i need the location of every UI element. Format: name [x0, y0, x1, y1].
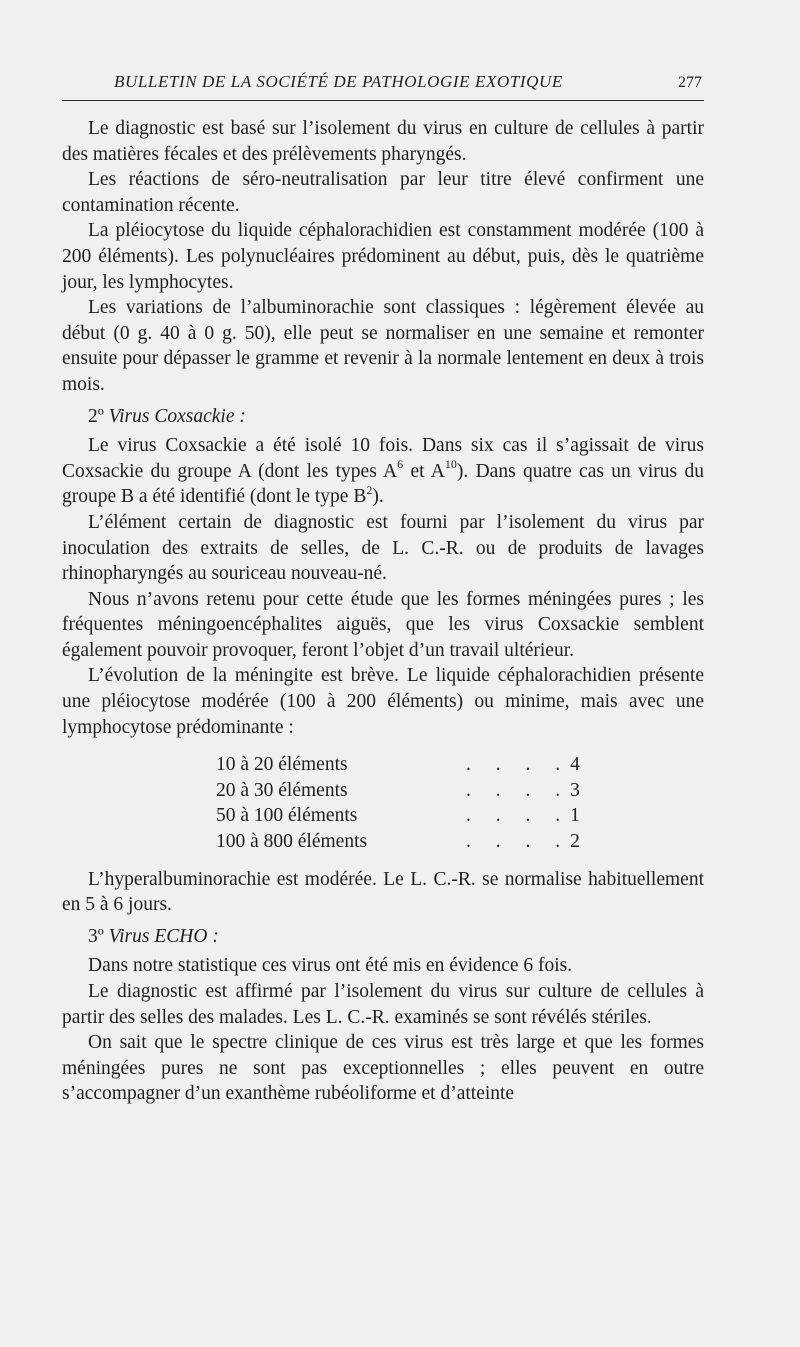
table-row: [62, 829, 704, 855]
table-cell-range: 20 à 30 éléments: [216, 779, 348, 801]
table-cell-count: 1: [570, 805, 580, 827]
cell-count-table: [62, 752, 704, 854]
text-run: ).: [372, 486, 384, 508]
paragraph: Nous n’avons retenu pour cette étude que les formes méningées pures ; les fréquentes méningoencéphalites aiguës, que les virus Coxsackie semblent également pouvoir provoquer, feront l’objet d’un travail ultérieur.: [62, 588, 704, 661]
paragraph: Dans notre statistique ces virus ont été mis en évidence 6 fois.: [88, 955, 573, 977]
table-row: [62, 803, 704, 829]
superscript: 2: [366, 482, 373, 497]
table-cell-count: 3: [570, 779, 580, 801]
paragraph: On sait que le spectre clinique de ces virus est très large et que les formes méningées pures ne sont pas exceptionnelles ; elles peuvent en outre s’accompagner d’un exanthème rubéoliforme et d’atteinte: [62, 1032, 704, 1105]
table-cell-leader: . . . .: [466, 779, 571, 801]
paragraph: L’hyperalbuminorachie est modérée. Le L. C.-R. se normalise habituellement en 5 à 6 jours.: [62, 868, 704, 916]
paragraph: La pléiocytose du liquide céphalorachidien est constamment modérée (100 à 200 éléments). Les polynucléaires prédominent au début, puis, dès le quatrième jour, les lymphocytes.: [62, 220, 704, 293]
paragraph: [62, 433, 704, 510]
text-run: et A: [403, 460, 445, 482]
article-body: [62, 116, 704, 1107]
paragraph: Le diagnostic est basé sur l’isolement du virus en culture de cellules à partir des matières fécales et des prélèvements pharyngés.: [62, 118, 704, 165]
table-cell-count: 2: [570, 831, 580, 853]
table-cell-range: 50 à 100 éléments: [216, 805, 358, 827]
section-title: Virus Coxsackie :: [108, 405, 246, 427]
section-number: 2º: [88, 405, 104, 427]
text-run: Le virus Coxsackie a été isolé 10 fois. Dans six cas il s’agissait de virus Coxsackie du groupe A (dont les types A: [62, 435, 704, 482]
section-heading-coxsackie: [62, 404, 704, 430]
table-cell-leader: . . . .: [466, 754, 571, 776]
table-row: [62, 778, 704, 804]
text-run: ). Dans quatre cas un virus du groupe B a été identifié (dont le type B: [62, 460, 704, 508]
superscript: 6: [397, 457, 404, 472]
table-cell-range: 100 à 800 éléments: [216, 831, 368, 853]
superscript: 10: [444, 457, 457, 472]
section-heading-echo: [62, 924, 704, 950]
paragraph: Les variations de l’albuminorachie sont classiques : légèrement élevée au début (0 g. 40 à 0 g. 50), elle peut se normaliser en une semaine et remonter ensuite pour dépasser le gramme et revenir à la normale lentement en deux à trois mois.: [62, 297, 704, 395]
page-number: 277: [678, 74, 702, 91]
paragraph: L’évolution de la méningite est brève. Le liquide céphalorachidien présente une pléiocytose modérée (100 à 200 éléments) ou minime, mais avec une lymphocytose prédominante :: [62, 665, 704, 738]
running-header: [62, 70, 704, 101]
paragraph: L’élément certain de diagnostic est fourni par l’isolement du virus par inoculation des extraits de selles, de L. C.-R. ou de produits de lavages rhinopharyngés au souriceau nouveau-né.: [62, 511, 704, 585]
table-row: [62, 752, 704, 778]
journal-title: BULLETIN DE LA SOCIÉTÉ DE PATHOLOGIE EXOTIQUE: [114, 72, 563, 91]
section-number: 3º: [88, 925, 104, 947]
paragraph: Le diagnostic est affirmé par l’isolement du virus sur culture de cellules à partir des selles des malades. Les L. C.-R. examinés se sont révélés stériles.: [62, 981, 704, 1028]
paragraph: Les réactions de séro-neutralisation par leur titre élevé confirment une contamination récente.: [62, 169, 704, 216]
table-cell-leader: . . . .: [466, 805, 571, 827]
table-cell-leader: . . . .: [466, 831, 571, 853]
table-cell-count: 4: [570, 754, 580, 776]
section-title: Virus ECHO :: [108, 925, 219, 947]
table-cell-range: 10 à 20 éléments: [216, 754, 348, 776]
